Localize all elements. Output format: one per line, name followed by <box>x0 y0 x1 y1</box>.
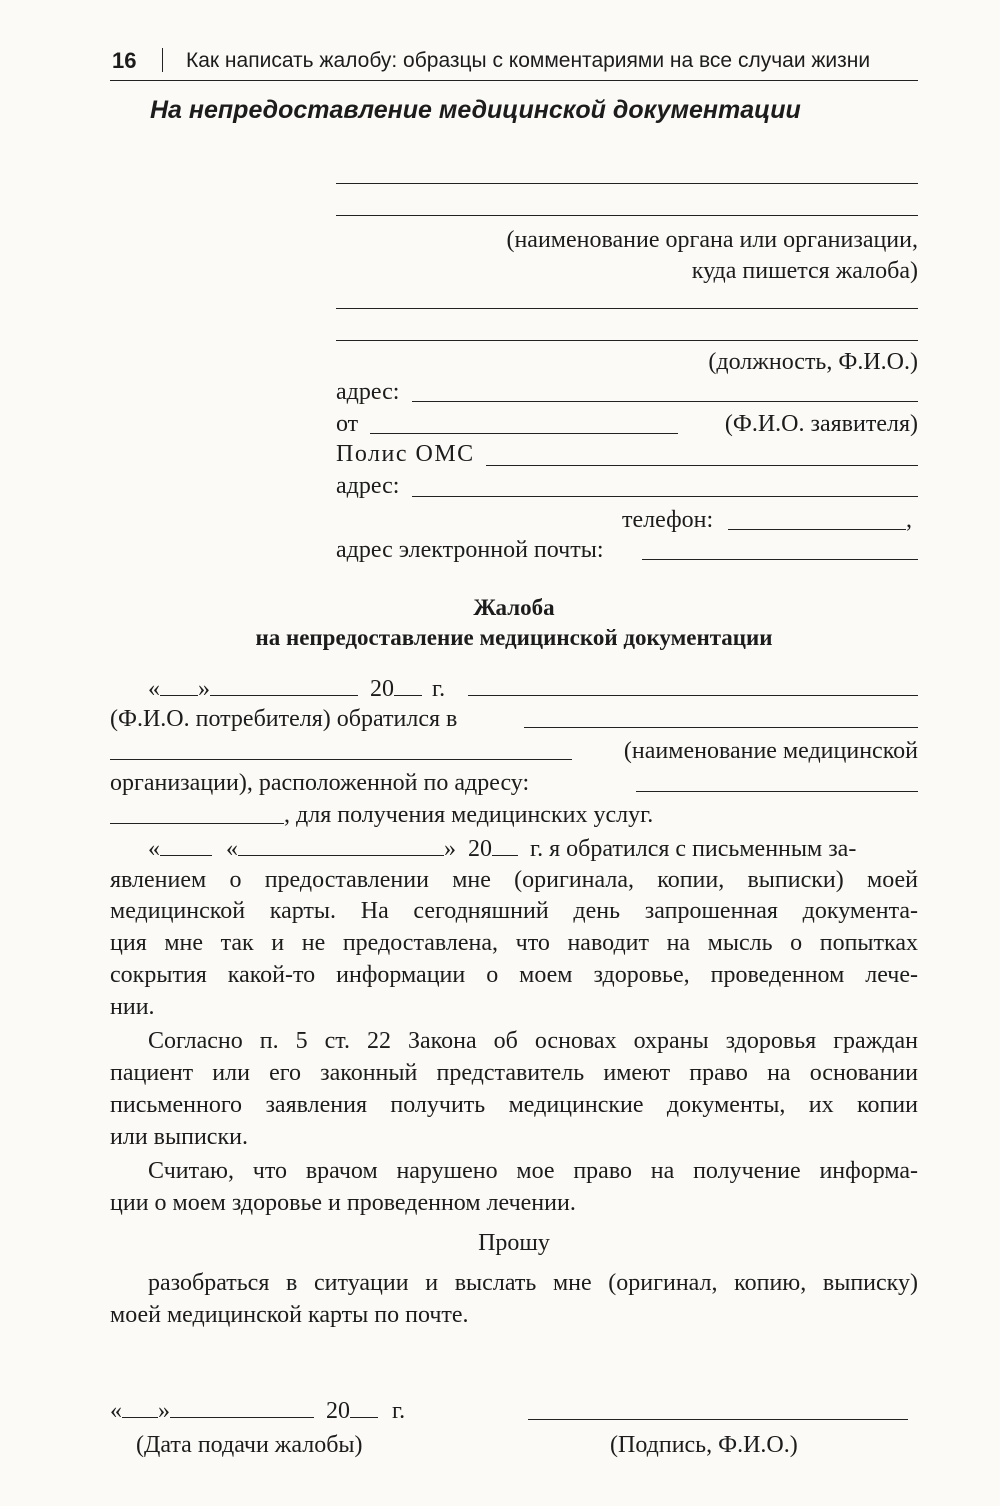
request-line-1: разобраться в ситуации и выслать мне (оригинал, копию, выписку) <box>148 1270 918 1296</box>
org-name-line-1[interactable] <box>336 183 918 184</box>
p1-month-field[interactable] <box>210 673 358 696</box>
footer-month-field[interactable] <box>170 1395 314 1418</box>
phone-comma: , <box>906 507 912 533</box>
from-name-field[interactable] <box>370 433 678 434</box>
p3-line-3: письменного заявления получить медицинские документы, их копии <box>110 1092 918 1118</box>
p1-address-field[interactable] <box>636 791 918 792</box>
p1-address-field-2[interactable] <box>110 823 284 824</box>
p2-line-4: ция мне так и не предоставлена, что наводит на мысль о попытках <box>110 930 918 956</box>
footer-year-field[interactable] <box>350 1395 378 1418</box>
address2-field[interactable] <box>412 496 918 497</box>
p2-line-2: явлением о предоставлении мне (оригинала, копии, выписки) моей <box>110 867 918 893</box>
p4-line-1: Считаю, что врачом нарушено мое право на получение информа- <box>148 1158 918 1184</box>
from-label: от <box>336 411 359 437</box>
footer-day-field[interactable] <box>122 1395 158 1418</box>
section-title: На непредоставление медицинской документации <box>150 96 801 124</box>
p1-year-field[interactable] <box>394 673 422 696</box>
header-rule <box>110 80 918 81</box>
p1-org-caption-cont: организации), расположенной по адресу: <box>110 770 530 796</box>
document-title <box>110 593 918 653</box>
p2-year-field[interactable] <box>492 833 518 856</box>
header-divider <box>162 48 163 72</box>
running-title: Как написать жалобу: образцы с комментариями на все случаи жизни <box>186 49 871 72</box>
org-name-line-2[interactable] <box>336 215 918 216</box>
p1-org-caption: (наименование медицинской <box>623 738 918 764</box>
email-field[interactable] <box>642 559 918 560</box>
date-caption: (Дата подачи жалобы) <box>136 1432 363 1458</box>
p3-line-4: или выписки. <box>110 1124 248 1150</box>
request-line-2: моей медицинской карты по почте. <box>110 1302 469 1328</box>
policy-label: Полис ОМС <box>336 441 475 467</box>
phone-field[interactable] <box>728 529 906 530</box>
page-number: 16 <box>112 48 137 73</box>
address2-label: адрес: <box>336 473 400 499</box>
address-field[interactable] <box>412 401 918 402</box>
p2-line-3: медицинской карты. На сегодняшний день запрошенная документа- <box>110 898 918 924</box>
request-heading: Прошу <box>478 1230 550 1256</box>
from-caption: (Ф.И.О. заявителя) <box>724 411 918 437</box>
p1-date-row: « » 20 г. <box>148 673 445 704</box>
p1-day-field[interactable] <box>160 673 198 696</box>
footer-date-row: « » 20 г. <box>110 1395 405 1426</box>
running-header <box>110 44 918 80</box>
p2-line-5: сокрытия какой-то информации о моем здоровье, проведенном лече- <box>110 962 918 988</box>
p2-date-row: « « » 20 г. я обратился с письменным за- <box>148 833 856 864</box>
phone-label: телефон: <box>622 507 714 533</box>
p3-line-2: пациент или его законный представитель имеют право на основании <box>110 1060 918 1086</box>
org-caption-line-2: куда пишется жалоба) <box>691 258 918 284</box>
p4-line-2: ции о моем здоровье и проведенном лечении. <box>110 1190 576 1216</box>
policy-field[interactable] <box>486 465 918 466</box>
signature-caption: (Подпись, Ф.И.О.) <box>610 1432 798 1458</box>
p1-facility-field[interactable] <box>468 695 918 696</box>
p1-org-field-2[interactable] <box>110 759 572 760</box>
p1-org-field-1[interactable] <box>524 727 918 728</box>
document-title-line-1: Жалоба <box>473 595 555 620</box>
p2-day-field[interactable] <box>160 833 212 856</box>
document-title-line-2: на непредоставление медицинской документации <box>255 625 773 650</box>
p2-month-field[interactable] <box>238 833 444 856</box>
p3-line-1: Согласно п. 5 ст. 22 Закона об основах охраны здоровья граждан <box>148 1028 918 1054</box>
position-line-2[interactable] <box>336 340 918 341</box>
p1-purpose-text: , для получения медицинских услуг. <box>284 802 654 828</box>
org-caption-line-1: (наименование органа или организации, <box>506 227 918 253</box>
position-caption: (должность, Ф.И.О.) <box>708 349 918 375</box>
email-label: адрес электронной почты: <box>336 537 604 563</box>
p2-line-6: нии. <box>110 994 155 1020</box>
position-line-1[interactable] <box>336 308 918 309</box>
signature-field[interactable] <box>528 1419 908 1420</box>
p1-consumer-text: (Ф.И.О. потребителя) обратился в <box>110 706 458 732</box>
address-label: адрес: <box>336 379 400 405</box>
